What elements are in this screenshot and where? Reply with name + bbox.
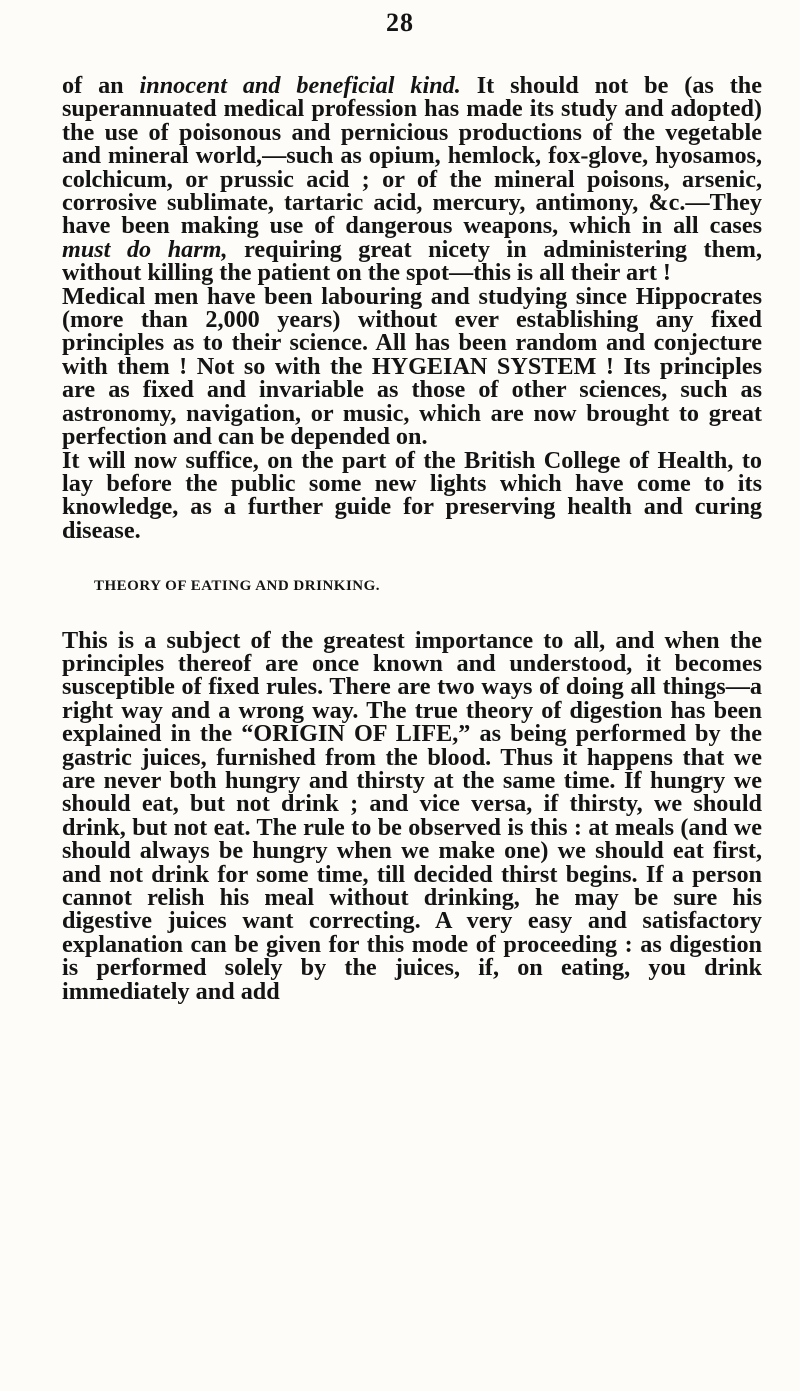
italic-text-segment: must do harm, (62, 235, 228, 263)
italic-text-segment: innocent and beneficial kind. (139, 72, 461, 99)
paragraph-2 (62, 282, 762, 451)
text-segment: of an (62, 72, 140, 99)
paragraph-1 (62, 74, 762, 285)
paragraph-3 (62, 446, 762, 544)
text-segment: Medical men have been labouring and studying since Hippocrates (more than 2,000 years) without ever establishing any fixed principles as to their science. All has been random and conjecture with them ! Not so with the HYGEIAN SYSTEM ! Its principles are as fixed and invariable as those of other sciences, such as astronomy, navigation, or music, which are now brought to great perfection and can be depended on. (62, 282, 762, 451)
section-heading: THEORY OF EATING AND DRINKING. (94, 578, 381, 595)
page-number: 28 (386, 8, 414, 37)
page-body (62, 74, 762, 1003)
text-segment: It should not be (as the superannuated medical profession has made its study and adopted) the use of poisonous and pernicious productions of the vegetable and mineral world,—such as opium, hemlock, fox-glove, hyosamos, colchicum, or prussic acid ; or of the mineral poisons, arsenic, corrosive sublimate, tartaric acid, mercury, antimony, &c.—They have been making use of dangerous weapons, which in all cases (62, 72, 762, 240)
text-segment: It will now suffice, on the part of the British College of Health, to lay before the public some new lights which have come to its knowledge, as a further guide for preserving health and curing disease. (62, 446, 762, 544)
text-segment: requiring great nicety in administering them, without killing the patient on the spot—this is all their art ! (62, 235, 762, 287)
section-paragraph: This is a subject of the greatest importance to all, and when the principles thereof are once known and understood, it becomes susceptible of fixed rules. There are two ways of doing all things—a right way and a wrong way. The true theory of digestion has been explained in the “ORIGIN OF LIFE,” as being performed by the gastric juices, furnished from the blood. Thus it happens that we are never both hungry and thirsty at the same time. If hungry we should eat, but not drink ; and vice versa, if thirsty, we should drink, but not eat. The rule to be observed is this : at meals (and we should always be hungry when we make one) we should eat first, and not drink for some time, till decided thirst begins. If a person cannot relish his meal without drinking, he may be sure his digestive juices want correcting. A very easy and satisfactory explanation can be given for this mode of proceeding : as digestion is performed solely by the juices, if, on eating, you drink immediately and add (62, 626, 762, 1005)
